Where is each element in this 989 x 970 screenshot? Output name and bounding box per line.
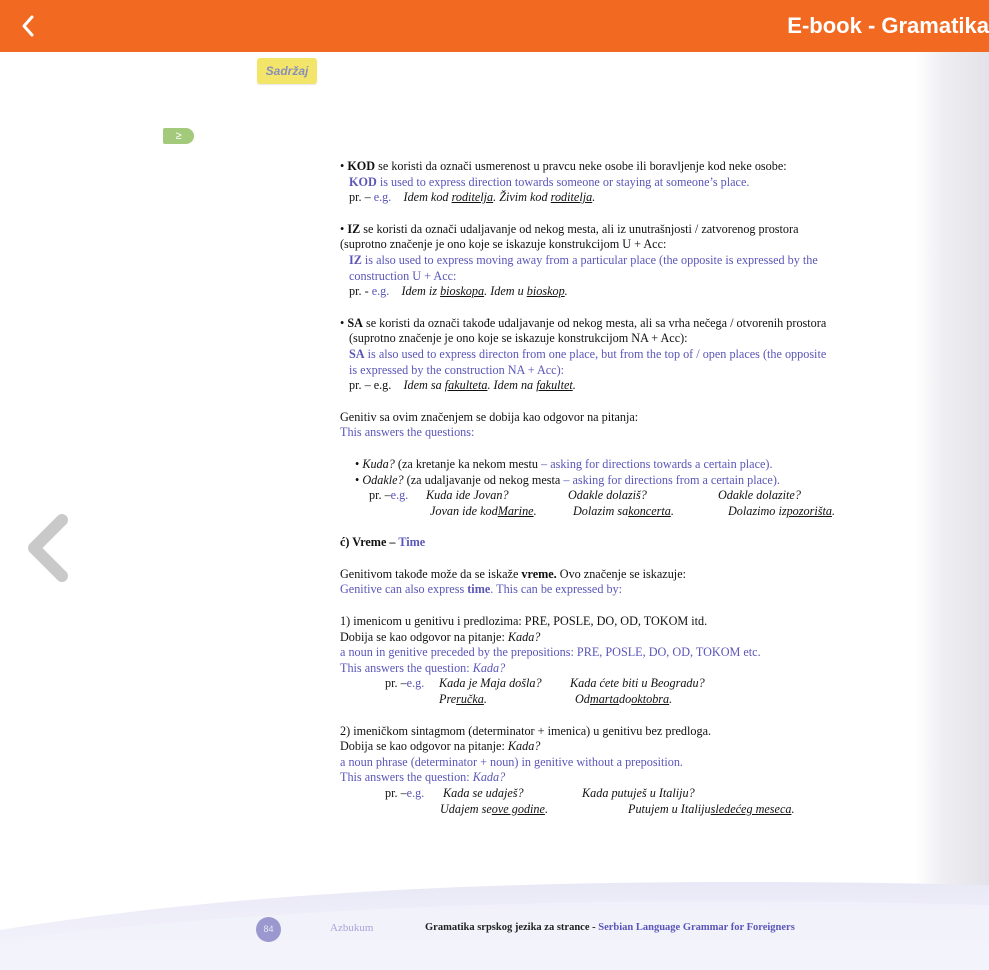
item2-sr: 2) imeničkom sintagmom (determinator + imenica) u genitivu bez predloga. xyxy=(340,723,712,738)
sa-example: pr. – e.g. Idem sa fakulteta. Idem na fakultet. xyxy=(349,378,576,393)
chevron-left-icon xyxy=(19,14,37,38)
header-bar xyxy=(0,0,989,52)
kod-sr: • KOD se koristi da označi usmerenost u pravcu neke osobe ili boravljenje kod neke osobe: xyxy=(340,159,787,173)
vreme-sr: Genitivom takođe može da se iskaže vreme. Ovo značenje se iskazuje: xyxy=(340,566,686,581)
kuda-odakle-answers: Jovan ide kodMarine. Dolazim sakoncerta. Dolazimo izpozorišta. xyxy=(430,503,836,518)
publisher-name: Azbukum xyxy=(330,922,374,934)
iz-sr: • IZ se koristi da označi udaljavanje od nekog mesta, ali iz unutrašnjosti / zatvorenog prostora xyxy=(340,221,799,236)
sa-sr: • SA se koristi da označi takođe udaljavanje od nekog mesta, ali sa vrha nečega / otvorenih prostora xyxy=(340,315,827,330)
vreme-en: Genitive can also express time. This can be expressed by: xyxy=(340,582,623,597)
iz-sr-line2: (suprotno značenje je ono koje se iskazuje konstrukcijom U + Acc: xyxy=(340,237,667,252)
item1-questions: pr. –e.g. Kada je Maja došla? Kada ćete biti u Beogradu? xyxy=(385,676,705,691)
chevron-left-icon xyxy=(22,512,76,584)
item1-sr-question: Dobija se kao odgovor na pitanje: Kada? xyxy=(340,629,541,644)
table-of-contents-button[interactable]: Sadržaj xyxy=(257,58,317,84)
page-edge-shadow xyxy=(915,52,989,970)
item2-en: a noun phrase (determinator + noun) in genitive without a preposition. xyxy=(340,754,683,769)
sa-sr-line2: (suprotno značenje je ono koje se iskazuje konstrukcijom NA + Acc): xyxy=(349,331,688,346)
vreme-heading: ć) Vreme – Time xyxy=(340,535,426,550)
previous-page-button[interactable] xyxy=(22,512,76,584)
iz-example: pr. - e.g. Idem iz bioskopa. Idem u bioskop. xyxy=(349,284,568,299)
back-button[interactable] xyxy=(8,8,48,44)
item2-questions: pr. –e.g. Kada se udaješ? Kada putuješ u Italiju? xyxy=(385,786,695,800)
odakle-line: • Odakle? (za udaljavanje od nekog mesta – asking for directions from a certain place). xyxy=(355,472,780,487)
item2-sr-question: Dobija se kao odgovor na pitanje: Kada? xyxy=(340,739,541,754)
iz-en-line2: construction U + Acc: xyxy=(349,268,457,283)
section-tag: ≥ xyxy=(163,128,194,144)
sa-en-line2: is expressed by the construction NA + Acc): xyxy=(349,362,565,377)
iz-en: IZ is also used to express moving away from a particular place (the opposite is expressed by the xyxy=(349,252,818,267)
book-title: Gramatika srpskog jezika za strance - Serbian Language Grammar for Foreigners xyxy=(425,922,795,933)
page-content xyxy=(340,159,890,817)
item1-en: a noun in genitive preceded by the prepositions: PRE, POSLE, DO, OD, TOKOM etc. xyxy=(340,645,761,660)
kod-en: KOD is used to express direction towards someone or staying at someone’s place. xyxy=(349,174,750,189)
genitive-question-en: This answers the questions: xyxy=(340,425,475,440)
kuda-line: • Kuda? (za kretanje ka nekom mestu – asking for directions towards a certain place). xyxy=(355,456,773,471)
item1-answers: Preručka. Odmartadooktobra. xyxy=(439,692,673,707)
item1-sr: 1) imenicom u genitivu i predlozima: PRE, POSLE, DO, OD, TOKOM itd. xyxy=(340,614,708,629)
footer-wave xyxy=(0,870,989,970)
kod-example: pr. – e.g. Idem kod roditelja. Živim kod roditelja. xyxy=(349,190,596,205)
item2-en-question: This answers the question: Kada? xyxy=(340,770,506,785)
kuda-odakle-questions: pr. –e.g. Kuda ide Jovan? Odakle dolaziš? Odakle dolazite? xyxy=(369,488,801,503)
item1-en-question: This answers the question: Kada? xyxy=(340,660,506,675)
item2-answers: Udajem seove godine. Putujem u Italijusledećeg meseca. xyxy=(440,801,795,816)
genitive-question-sr: Genitiv sa ovim značenjem se dobija kao odgovor na pitanja: xyxy=(340,409,639,424)
page-title: E-book - Gramatika xyxy=(787,13,989,38)
sa-en: SA is also used to express directon from one place, but from the top of / open places (the opposite xyxy=(349,346,827,361)
page-number-badge: 84 xyxy=(256,917,281,942)
